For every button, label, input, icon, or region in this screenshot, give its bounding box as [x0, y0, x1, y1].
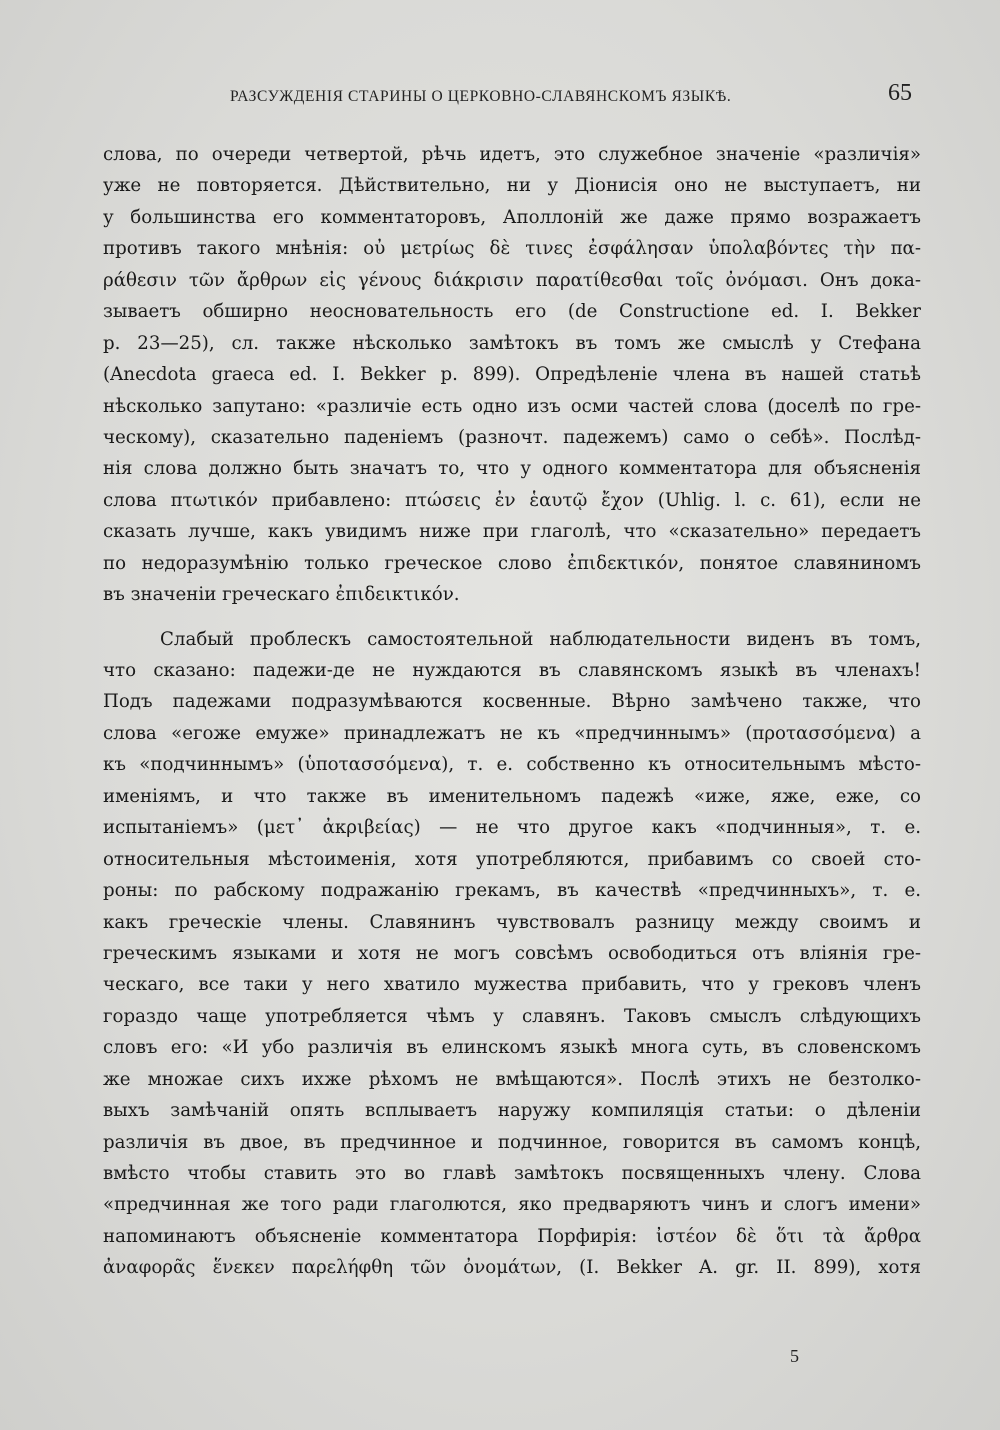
text-line: нія слова должно быть значатъ то, что у одного комментатора для объясненія [103, 458, 921, 480]
text-line: словъ его: «И убо различія въ елинскомъ языкѣ многа суть, въ словенскомъ [103, 1037, 921, 1059]
text-line: ческому), сказательно паденіемъ (разночт. падежемъ) само о себѣ». Послѣд- [103, 426, 921, 448]
page-number: 65 [888, 80, 912, 106]
text-line: сказать лучше, какъ увидимъ ниже при глаголѣ, что «сказательно» передаетъ [103, 521, 921, 543]
running-head [100, 80, 920, 118]
text-line: же множае сихъ ихже рѣхомъ не вмѣщаются». Послѣ этихъ не безтолко- [103, 1068, 921, 1090]
running-title: РАЗСУЖДЕНІЯ СТАРИНЫ О ЦЕРКОВНО-СЛАВЯНСКОМЪ ЯЗЫКѢ. [230, 88, 732, 105]
text-line: слова πτωτικόν прибавлено: πτώσεις ἐν ἑαυτῷ ἔχον (Uhlig. l. c. 61), если не [103, 489, 921, 511]
text-line: ἀναφορᾶς ἕνεκεν παρελήφθη τῶν ὀνομάτων, (I. Bekker A. gr. II. 899), хотя [103, 1257, 921, 1279]
paragraph-1 [103, 139, 921, 611]
text-line: ческаго, все таки у него хватило мужества прибавить, что у грековъ членъ [103, 974, 921, 996]
text-line: противъ такого мнѣнія: οὐ μετρίως δὲ τινες ἐσφάλησαν ὑπολαβόντες τὴν πα- [103, 238, 921, 260]
text-line: уже не повторяется. Дѣйствительно, ни у Діонисія оно не выступаетъ, ни [103, 175, 921, 197]
text-line: гораздо чаще употребляется чѣмъ у славянъ. Таковъ смыслъ слѣдующихъ [103, 1005, 921, 1027]
text-line: p. 23—25), сл. также нѣсколько замѣтокъ въ томъ же смыслѣ у Стефана [103, 332, 921, 354]
text-line: «предчинная же того ради глаголются, яко предваряютъ чинъ и слогъ имени» [103, 1194, 921, 1216]
text-line: въ значеніи греческаго ἐπιδεικτικόν. [103, 584, 460, 606]
text-line: именіямъ, и что также въ именительномъ падежѣ «иже, яже, еже, со [103, 785, 921, 807]
text-line: слова «егоже емуже» принадлежатъ не къ «предчиннымъ» (προτασσόμενα) а [103, 722, 921, 744]
text-line: что сказано: падежи-де не нуждаются въ славянскомъ языкѣ въ членахъ! [103, 660, 921, 681]
text-line: какъ греческіе члены. Славянинъ чувствовалъ разницу между своимъ и [103, 911, 921, 933]
text-line: напоминаютъ объясненіе комментатора Порфирія: ἰστέον δὲ ὅτι τὰ ἄρθρα [103, 1225, 921, 1247]
text-line: (Anecdota graeca ed. I. Bekker p. 899). Опредѣленіе члена въ нашей статьѣ [103, 364, 921, 386]
signature-mark: 5 [790, 1346, 799, 1366]
text-line: выхъ замѣчаній опять всплываетъ наружу компиляція статьи: о дѣленіи [103, 1100, 921, 1122]
text-line: греческимъ языками и хотя не могъ совсѣмъ освободиться отъ вліянія гре- [103, 942, 921, 964]
text-line: различія въ двое, въ предчинное и подчинное, говорится въ самомъ концѣ, [103, 1131, 921, 1153]
paragraph-2 [103, 624, 921, 1284]
text-line: зываетъ обширно неосновательность его (de Constructione ed. I. Bekker [103, 301, 921, 323]
body-text [103, 139, 921, 1284]
paragraph-gap [103, 611, 921, 624]
text-line: слова, по очереди четвертой, рѣчь идетъ, это служебное значеніе «различія» [103, 144, 921, 165]
text-line: ράθεσιν τῶν ἄρθρων εἰς γένους διάκρισιν παρατίθεσθαι τοῖς ὀνόμασι. Онъ дока- [103, 269, 921, 291]
text-line: роны: по рабскому подражанію грекамъ, въ качествѣ «предчинныхъ», т. е. [103, 880, 921, 902]
text-line: нѣсколько запутано: «различіе есть одно изъ осми частей слова (доселѣ по гре- [103, 395, 921, 417]
text-line: Подъ падежами подразумѣваются косвенные. Вѣрно замѣчено также, что [103, 691, 921, 713]
text-line: испытаніемъ» (μετ᾽ ἀκριβείας) — не что другое какъ «подчинныя», т. е. [103, 817, 921, 839]
text-line: относительныя мѣстоименія, хотя употребляются, прибавимъ со своей сто- [103, 848, 921, 870]
text-line: Слабый проблескъ самостоятельной наблюдательности виденъ въ томъ, [160, 628, 921, 650]
text-line: вмѣсто чтобы ставить это во главѣ замѣтокъ посвященныхъ члену. Слова [103, 1163, 921, 1184]
text-line: у большинства его комментаторовъ, Аполлоній же даже прямо возражаетъ [103, 206, 921, 228]
text-line: къ «подчиннымъ» (ὑποτασσόμενα), т. е. собственно къ относительнымъ мѣсто- [103, 754, 921, 776]
text-line: по недоразумѣнію только греческое слово ἐπιδεκτικόν, понятое славяниномъ [103, 552, 921, 574]
